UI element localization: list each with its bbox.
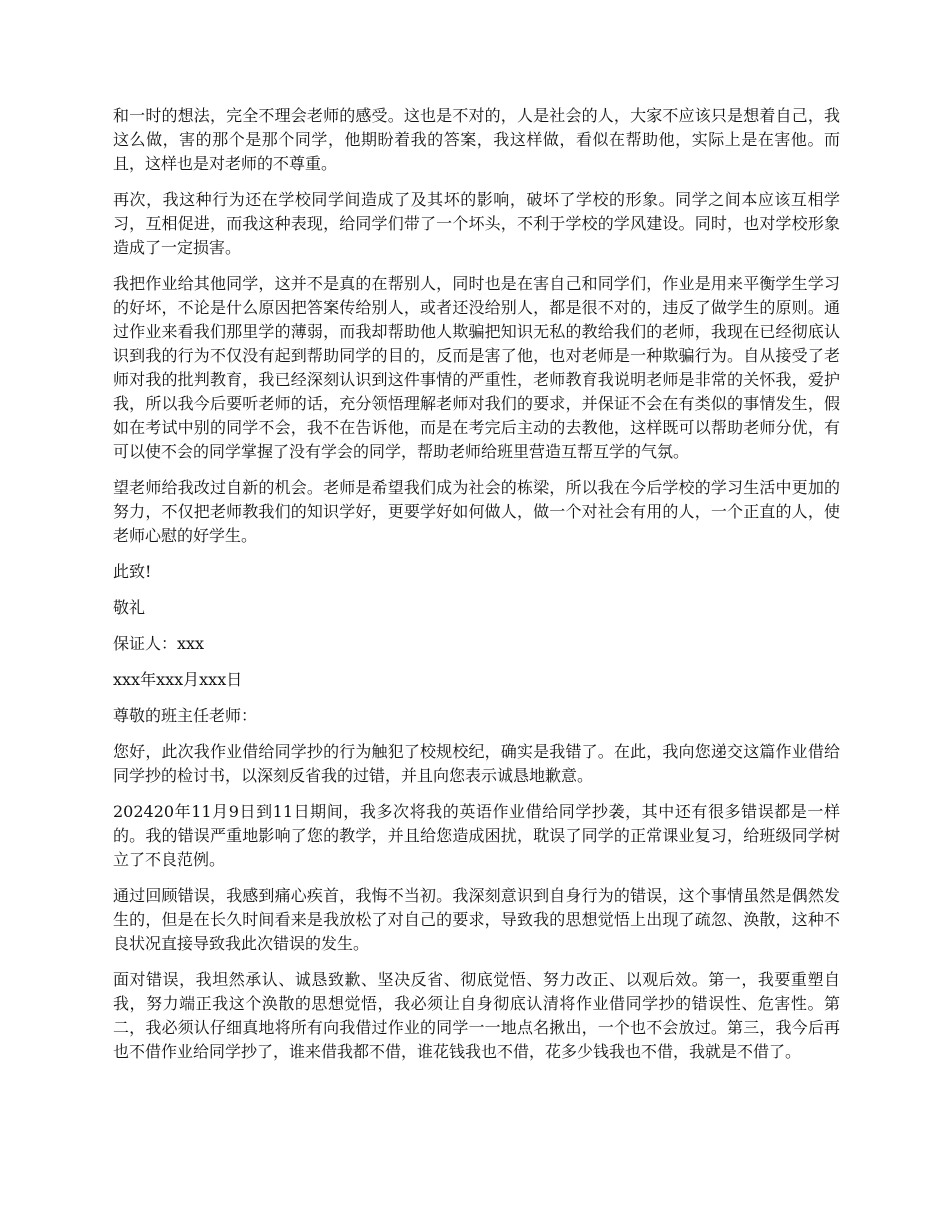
paragraph-homework-reflection: 我把作业给其他同学，这并不是真的在帮别人，同时也是在害自己和同学们，作业是用来平衡学生学习的好坏，不论是什么原因把答案传给别人，或者还没给别人，都是很不对的，违反了做学生的原则。通过作业来看我们那里学的薄弱，而我却帮助他人欺骗把知识无私的教给我们的老师，我现在已经彻底认识到我的行为不仅没有起到帮助同学的目的，反而是害了他，也对老师是一种欺骗行为。自从接受了老师对我的批判教育，我已经深刻认识到这件事情的严重性，老师教育我说明老师是非常的关怀我，爱护我，所以我今后要听老师的话，充分领悟理解老师对我们的要求，并保证不会在有类似的事情发生，假如在考试中别的同学不会，我不在告诉他，而是在考完后主动的去教他，这样既可以帮助老师分优，有可以使不会的同学掌握了没有学会的同学，帮助老师给班里营造互帮互学的气氛。 xyxy=(113,274,840,461)
paragraph-apology-intro: 您好，此次我作业借给同学抄的行为触犯了校规校纪，确实是我错了。在此，我向您递交这篇作业借给同学抄的检讨书，以深刻反省我的过错，并且向您表示诚恳地歉意。 xyxy=(113,742,840,785)
paragraph-corrective-actions: 面对错误，我坦然承认、诚恳致歉、坚决反省、彻底觉悟、努力改正、以观后效。第一，我要重塑自我，努力端正我这个涣散的思想觉悟，我必须让自身彻底认清将作业借同学抄的错误性、危害性。第二，我必须认仔细真地将所有向我借过作业的同学一一地点名揪出，一个也不会放过。第三，我今后再也不借作业给同学抄了，谁来借我都不借，谁花钱我也不借，花多少钱我也不借，我就是不借了。 xyxy=(113,970,840,1061)
paragraph-teacher-feelings: 和一时的想法，完全不理会老师的感受。这也是不对的，人是社会的人，大家不应该只是想着自己，我这么做，害的那个是那个同学，他期盼着我的答案，我这样做，看似在帮助他，实际上是在害他。而且，这样也是对老师的不尊重。 xyxy=(113,106,840,173)
paragraph-request-chance: 望老师给我改过自新的机会。老师是希望我们成为社会的栋梁，所以我在今后学校的学习生活中更加的努力，不仅把老师教我们的知识学好，更要学好如何做人，做一个对社会有用的人，一个正直的人，使老师心慰的好学生。 xyxy=(113,478,840,545)
closing-salutation: 此致! xyxy=(113,562,152,581)
closing-regards: 敬礼 xyxy=(113,598,146,617)
paragraph-incident-details: 202420年11月9日到11日期间，我多次将我的英语作业借给同学抄袭，其中还有很多错误都是一样的。我的错误严重地影响了您的教学，并且给您造成困扰，耽误了同学的正常课业复习，给班级同学树立了不良范例。 xyxy=(113,802,840,869)
paragraph-self-review: 通过回顾错误，我感到痛心疾首，我悔不当初。我深刻意识到自身行为的错误，这个事情虽然是偶然发生的，但是在长久时间看来是我放松了对自己的要求，导致我的思想觉悟上出现了疏忽、涣散，这种不良状况直接导致我此次错误的发生。 xyxy=(113,886,840,953)
document-body xyxy=(113,104,840,1076)
paragraph-school-impact: 再次，我这种行为还在学校同学间造成了及其坏的影响，破坏了学校的形象。同学之间本应该互相学习，互相促进，而我这种表现，给同学们带了一个坏头，不利于学校的学风建设。同时，也对学校形象造成了一定损害。 xyxy=(113,190,840,257)
guarantor-line: 保证人：xxx xyxy=(113,634,205,653)
greeting-line: 尊敬的班主任老师： xyxy=(113,706,258,725)
date-line: xxx年xxx月xxx日 xyxy=(113,670,243,689)
